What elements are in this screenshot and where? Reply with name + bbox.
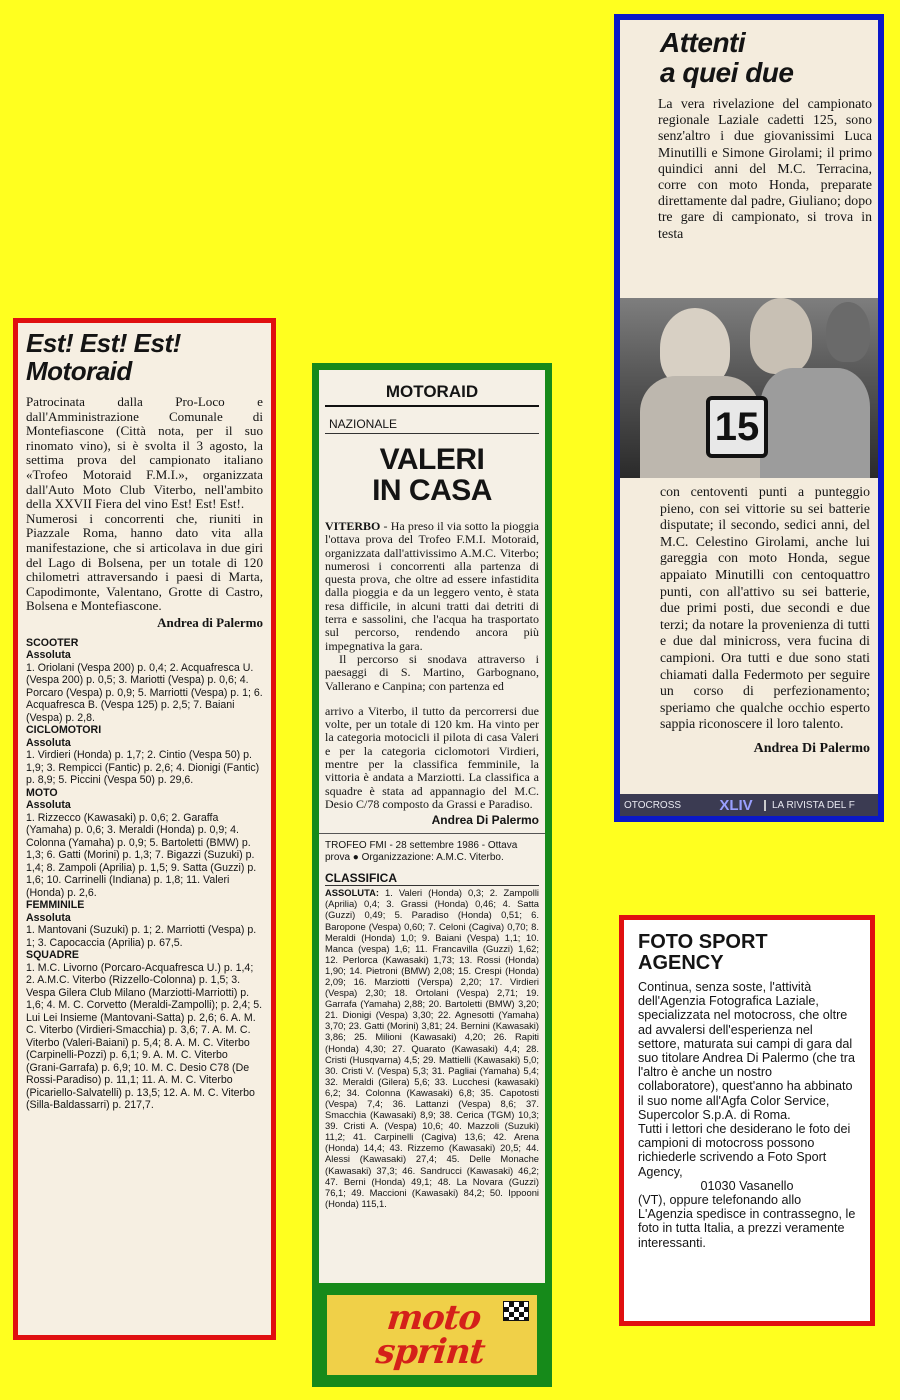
results-category: FEMMINILE [26, 899, 85, 912]
article-headline [624, 920, 870, 974]
headline-line-1: FOTO SPORT [638, 931, 768, 953]
results-category: CICLOMOTORI [26, 724, 102, 737]
article-paragraph-1: La vera rivelazione del campionato regionale Laziale cadetti 125, sono senz'altro i due giovanissimi Luca Minutilli e Simone Girolami; il primo quindici anni del M.C. Terracina, corre con moto Honda, preparate direttamente dal padre, Giuliano; dopo tre gare di campionato, si trova in testa [658, 96, 872, 241]
motosprint-logo [327, 1295, 537, 1375]
paragraph-text: - Ha preso il via sotto la pioggia l'ottava prova del Trofeo F.M.I. Motoraid, organizzata dall'attivissimo A.M.C. Viterbo; numerosi i concorrenti alla partenza di questa prova, che oltre ad essere infastidita dalla pioggia e da un leggero vento, è stata resa difficile, in alcuni tratti dai detriti di terra e sassolini, che l'acqua ha trasportato sul percorso, rendendo ancora più impegnativa la gara. [325, 519, 539, 653]
article-paragraph-1: Continua, senza soste, l'attività dell'Agenzia Fotografica Laziale, specializzata nel motocross, che oltre ad avvalersi dell'esperienza nel settore, maturata sui campi di gara dal suo titolare Andrea Di Palermo (che tra l'altro è anche un nostro collaboratore), quest'anno ha abbinato il suo nome all'Agfa Color Service, Supercolor S.p.A. di Roma. [638, 980, 855, 1122]
article-paragraph-2: Tutti i lettori che desiderano le foto dei campioni di motocross possono richiederle scrivendo a Foto Sport Agency, [638, 1122, 851, 1179]
footer-issue: XLIV [719, 796, 753, 814]
article-paragraph-1 [319, 520, 545, 653]
article-signature: Andrea di Palermo [157, 614, 263, 630]
section-kicker: NAZIONALE [325, 407, 539, 434]
clip-paper [624, 920, 870, 1321]
article-paragraph-1: Patrocinata dalla Pro-Loco e dall'Amministrazione Comunale di Montefiascone (Città nota, per il suo rinomato vino), si è svolta il 3 agosto, la settima prova del campionato italiano «Trofeo Motoraid F.M.I.», organizzata dall'Auto Moto Club Viterbo, nell'ambito della XXVII Fiera del vino Est! Est! Est!. [26, 394, 263, 512]
logo-wordmark [327, 1298, 537, 1372]
headline-line-1: Attenti [660, 27, 746, 58]
dateline: VITERBO [325, 519, 381, 533]
magazine-footer [620, 794, 878, 816]
clip-foto-sport-agency [619, 915, 875, 1326]
headline-line-2: AGENCY [638, 952, 724, 974]
riders-photo [620, 298, 878, 478]
motosprint-logo-panel [319, 1283, 545, 1380]
results-subcategory: Assoluta [26, 799, 71, 812]
headline-line-2: IN CASA [372, 474, 492, 507]
clip-attenti-a-quei-due [614, 14, 884, 822]
results-text: 1. Valeri (Honda) 0,3; 2. Zampolli (Aprilia) 0,4; 3. Grassi (Honda) 0,46; 4. Satta (Guzzi) 0,49; 5. Paradiso (Honda) 0,51; 6. Baropone (Vespa) 0,60; 7. Celoni (Cagiva) 0,70; 8. Meraldi (Honda) 1,0; 9. Baiani (Vespa) 1,1; 10. Manca (vespa) 1,6; 11. Francavilla (Guzzi) 1,62; 12. Perlorca (Kawasaki) 1,73; 13. Rossi (Honda) 1,90; 14. Pietroni (BMW) 2,08; 15. Crespi (Honda) 2,09; 16. Marziotti (Verspa) 2,20; 17. Virdieri (Vespa) 2,30; 18. Ortolani (Vespa) 2,71; 19. Garrafa (Yamaha) 2,88; 20. Bartoletti (BMW) 3,20; 21. Dionigi (Vespa) 3,30; 22. Agnesotti (Yamaha) 3,70; 23. Gatti (Morini) 3,81; 24. Bernini (Kawasaki) 3,86; 25. Milioni (Kawasaki) 4,20; 26. Rapiti (Honda) 4,30; 27. Quarato (Kawasaki) 4,4; 28. Cristi (Husqvarna) 4,5; 29. Mattielli (Kawasaki) 5,0; 30. Cristi V. (Vespa) 5,3; 31. Pagliai (Yamaha) 5,4; 32. Meraldi (Gilera) 5,6; 33. Lucchesi (kawasaki) 6,2; 34. Colonna (Kawasaki) 6,8; 35. Capotosti (Vespa) 7,4; 36. Lattanzi (Vespa) 8,6; 37. Smacchia (Kawasaki) 8,9; 38. Cerica (TGM) 10,3; 39. Cristi A. (Vespa) 10,6; 40. Mazzoli (Suzuki) 11,2; 41. Carpinelli (Cagiva) 13,6; 42. Arena (Honda) 14,4; 43. Rizzemo (Kawasaki) 20,5; 44. Alessi (Kawasaki) 27,4; 45. Delle Monache (Kawasaki) 37,3; 46. Sandrucci (Kawasaki) 46,2; 47. Berni (Honda) 49,1; 48. La Novara (Guzzi) 76,1; 49. Maccioni (Kawasaki) 84,2; 50. Ippooni (Honda) 115,1. [325, 887, 539, 1209]
clip-paper [18, 323, 271, 1335]
headline-line-2: Motoraid [26, 356, 132, 386]
footer-right: LA RIVISTA DEL F [764, 800, 855, 811]
headline-line-1: VALERI [379, 443, 485, 476]
article-address: 01030 Vasanello [700, 1178, 794, 1193]
footer-left: OTOCROSS [624, 799, 682, 811]
article-signature: Andrea Di Palermo [431, 813, 539, 828]
classifica-results [319, 886, 545, 1210]
clip-valeri-in-casa [312, 363, 552, 1387]
logo-line-2: sprint [374, 1332, 487, 1372]
results-text: 1. Rizzecco (Kawasaki) p. 0,6; 2. Garaffa (Yamaha) p. 0,6; 3. Meraldi (Honda) p. 0,9; 4. Colonna (Yamaha) p. 0,9; 5. Bartoletti (BMW) p. 1,3; 6. Gatti (Morini) p. 1,3; 7. Bigazzi (Suzuki) p. 1,4; 8. Zampoli (Aprilia) p. 1,5; 9. Satta (Guzzi) p. 1,6; 10. Carrinelli (Indiana) p. 1,8; 11. Valeri (Honda) p. 2,6. [26, 811, 257, 899]
results-category: SQUADRE [26, 949, 79, 962]
results-subcategory: Assoluta [26, 649, 71, 662]
section-title: MOTORAID [325, 370, 539, 407]
rider-figure [750, 298, 812, 374]
spectator-figure [826, 302, 870, 362]
clip-est-est-est-motoraid [13, 318, 276, 1340]
results-subcategory: Assoluta [26, 911, 71, 924]
results-text: 1. Virdieri (Honda) p. 1,7; 2. Cintio (Vespa 50) p. 1,9; 3. Rempicci (Fantic) p. 2,6; 4. Dionigi (Fantic) p. 8,9; 5. Piccini (Vespa 50) p. 29,6. [26, 749, 260, 787]
headline-line-2: a quei due [660, 57, 794, 88]
article-headline [319, 444, 545, 506]
results-text: 1. M.C. Livorno (Porcaro-Acquafresca U.) p. 1,4; 2. A.M.C. Viterbo (Rizzello-Colonna) p. 1,5; 3. Vespa Gilera Club Milano (Marziotti-Marriotti) p. 1,6; 4. M. C. Corvetto (Meraldi-Zampolli); p. 2,4; 5. Lui Lei Insieme (Mantovani-Satta) p. 2,6; 6. A. M. C. Viterbo (Virdieri-Smacchia) p. 3,6; 7. A. M. C. Viterbo (Valeri-Baiani) p. 5,4; 8. A. M. C. Viterbo (Carpinelli-Pozzi) p. 6,1; 9. A. M. C. Viterbo (Grani-Garrafa) p. 6,9; 10. M. C. Desio C78 (De Rossi-Paradiso) p. 11,1; 11. A. M. C. Viterbo (Picariello-Salvatelli) p. 13,5; 12. A. M. C. Viterbo (Silla-Baldassarri) p. 217,7. [26, 961, 263, 1112]
results-subcategory: Assoluta [26, 736, 71, 749]
race-number-plate: 15 [706, 396, 768, 458]
classifica-title: CLASSIFICA [325, 871, 539, 886]
article-headline [620, 20, 878, 88]
article-paragraph-2: con centoventi punti a punteggio pieno, con sei vittorie su sei batterie disputate; il secondo, sedici anni, del M.C. Celestino Girolami, anche lui gareggia con moto Honda, segue appaiato Minutilli con centoquattro punti, con all'attivo su sei batterie, due primi posti, due secondi e due terzi; da notare la provenienza di tutti e due dal minicross, vera fucina di campioni. Ora tutti e due sono stati chiamati dalla Federmoto per seguire un corso di perfezionamento; speriamo che qualche occhio esperto sappia riconoscere il loro talento. [660, 484, 870, 732]
article-headline [26, 329, 263, 385]
logo-line-1: moto [385, 1298, 483, 1338]
article-paragraph-3: (VT), oppure telefonando allo L'Agenzia spedisce in contrassegno, le foto in tutta Italia, a prezzi veramente interessanti. [638, 1193, 856, 1250]
article-paragraph-2: Numerosi i concorrenti che, riuniti in Piazzale Roma, hanno dato vita alla manifestazione, che si articolava in due giri del Lago di Bolsena, per un totale di 120 chilometri attraversando i paesi di Marta, Capodimonte, Valentano, Grotte di Castro, Bolsena e Montefiascone. [26, 510, 263, 614]
results-text: 1. Mantovani (Suzuki) p. 1; 2. Marriotti (Vespa) p. 1; 3. Capocaccia (Aprilia) p. 67,5. [26, 924, 257, 949]
event-info: TROFEO FMI - 28 settembre 1986 - Ottava prova ● Organizzazione: A.M.C. Viterbo. [319, 833, 545, 865]
clip-paper [620, 20, 878, 816]
rider-body [760, 368, 870, 478]
article-signature: Andrea Di Palermo [753, 740, 870, 756]
article-continuation [620, 478, 878, 757]
results-block [26, 637, 263, 1112]
headline-line-1: Est! Est! Est! [26, 328, 181, 358]
results-label: ASSOLUTA: [325, 887, 379, 899]
clip-paper [319, 370, 545, 1380]
article-paragraph-3: arrivo a Viterbo, il tutto da percorrersi due volte, per un totale di 120 km. Ha vinto per la categoria motocicli il pilota di casa Valeri e per la categoria ciclomotori Virdieri, mentre per la classifica femminile, la vittoria è andata a Marziotti. La classifica a squadre è stata ad appannagio del M.C. Desio C/78 composto da Grassi e Paradiso. [325, 703, 539, 811]
results-category: MOTO [26, 786, 58, 799]
results-category: SCOOTER [26, 636, 79, 649]
results-text: 1. Oriolani (Vespa 200) p. 0,4; 2. Acquafresca U. (Vespa 200) p. 0,5; 3. Mariotti (Vespa) p. 0,6; 4. Porcaro (Vespa) p. 0,9; 5. Marriotti (Vespa) p. 1; 6. Acquafresca B. (Vespa 125) p. 2,5; 7. Baiani (Vespa) p. 2,8. [26, 661, 263, 724]
article-paragraph-2: Il percorso si snodava attraverso i paesaggi di S. Martino, Garbognano, Vallerano e Canpina; con partenza ed [325, 651, 539, 693]
